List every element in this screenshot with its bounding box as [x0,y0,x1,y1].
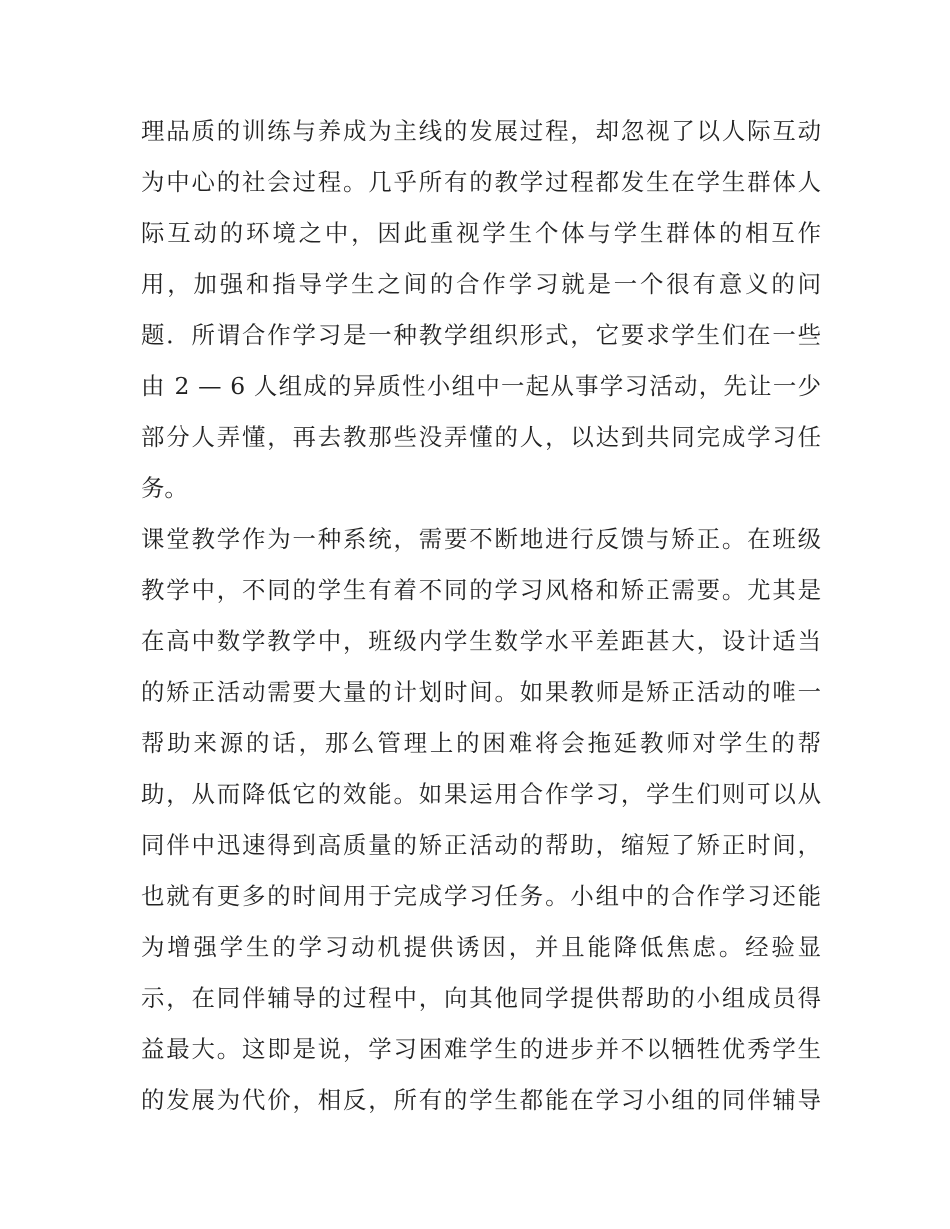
text-line: 为增强学生的学习动机提供诱因，并且能降低焦虑。经验显 [141,933,821,961]
text-line: 在高中数学教学中，班级内学生数学水平差距甚大，设计适当 [141,627,821,655]
text-line: 为中心的社会过程。几乎所有的教学过程都发生在学生群体人 [141,168,821,196]
text-line: 的矫正活动需要大量的计划时间。如果教师是矫正活动的唯一 [141,678,821,706]
text-line: 理品质的训练与养成为主线的发展过程，却忽视了以人际互动 [141,117,821,145]
text-line: 示，在同伴辅导的过程中，向其他同学提供帮助的小组成员得 [141,984,821,1012]
body-text [141,106,821,1126]
text-line: 帮助来源的话，那么管理上的困难将会拖延教师对学生的帮 [141,729,821,757]
text-line: 教学中，不同的学生有着不同的学习风格和矫正需要。尤其是 [141,576,821,604]
text-line: 益最大。这即是说，学习困难学生的进步并不以牺牲优秀学生 [141,1035,821,1063]
text-line: 务。 [141,474,188,502]
text-line: 用，加强和指导学生之间的合作学习就是一个很有意义的问 [141,270,821,298]
text-line: 课堂教学作为一种系统，需要不断地进行反馈与矫正。在班级 [141,525,821,553]
text-line: 助，从而降低它的效能。如果运用合作学习，学生们则可以从 [141,780,821,808]
text-line: 同伴中迅速得到高质量的矫正活动的帮助，缩短了矫正时间， [141,831,821,859]
paragraph [141,106,821,514]
text-line: 的发展为代价，相反，所有的学生都能在学习小组的同伴辅导 [141,1086,821,1114]
text-line: 题．所谓合作学习是一种教学组织形式，它要求学生们在一些 [141,321,821,349]
text-line: 际互动的环境之中，因此重视学生个体与学生群体的相互作 [141,219,821,247]
text-line: 部分人弄懂，再去教那些没弄懂的人，以达到共同完成学习任 [141,423,821,451]
text-line: 也就有更多的时间用于完成学习任务。小组中的合作学习还能 [141,882,821,910]
text-line: 由 2 — 6 人组成的异质性小组中一起从事学习活动，先让一少 [141,372,821,400]
paragraph [141,514,821,1126]
